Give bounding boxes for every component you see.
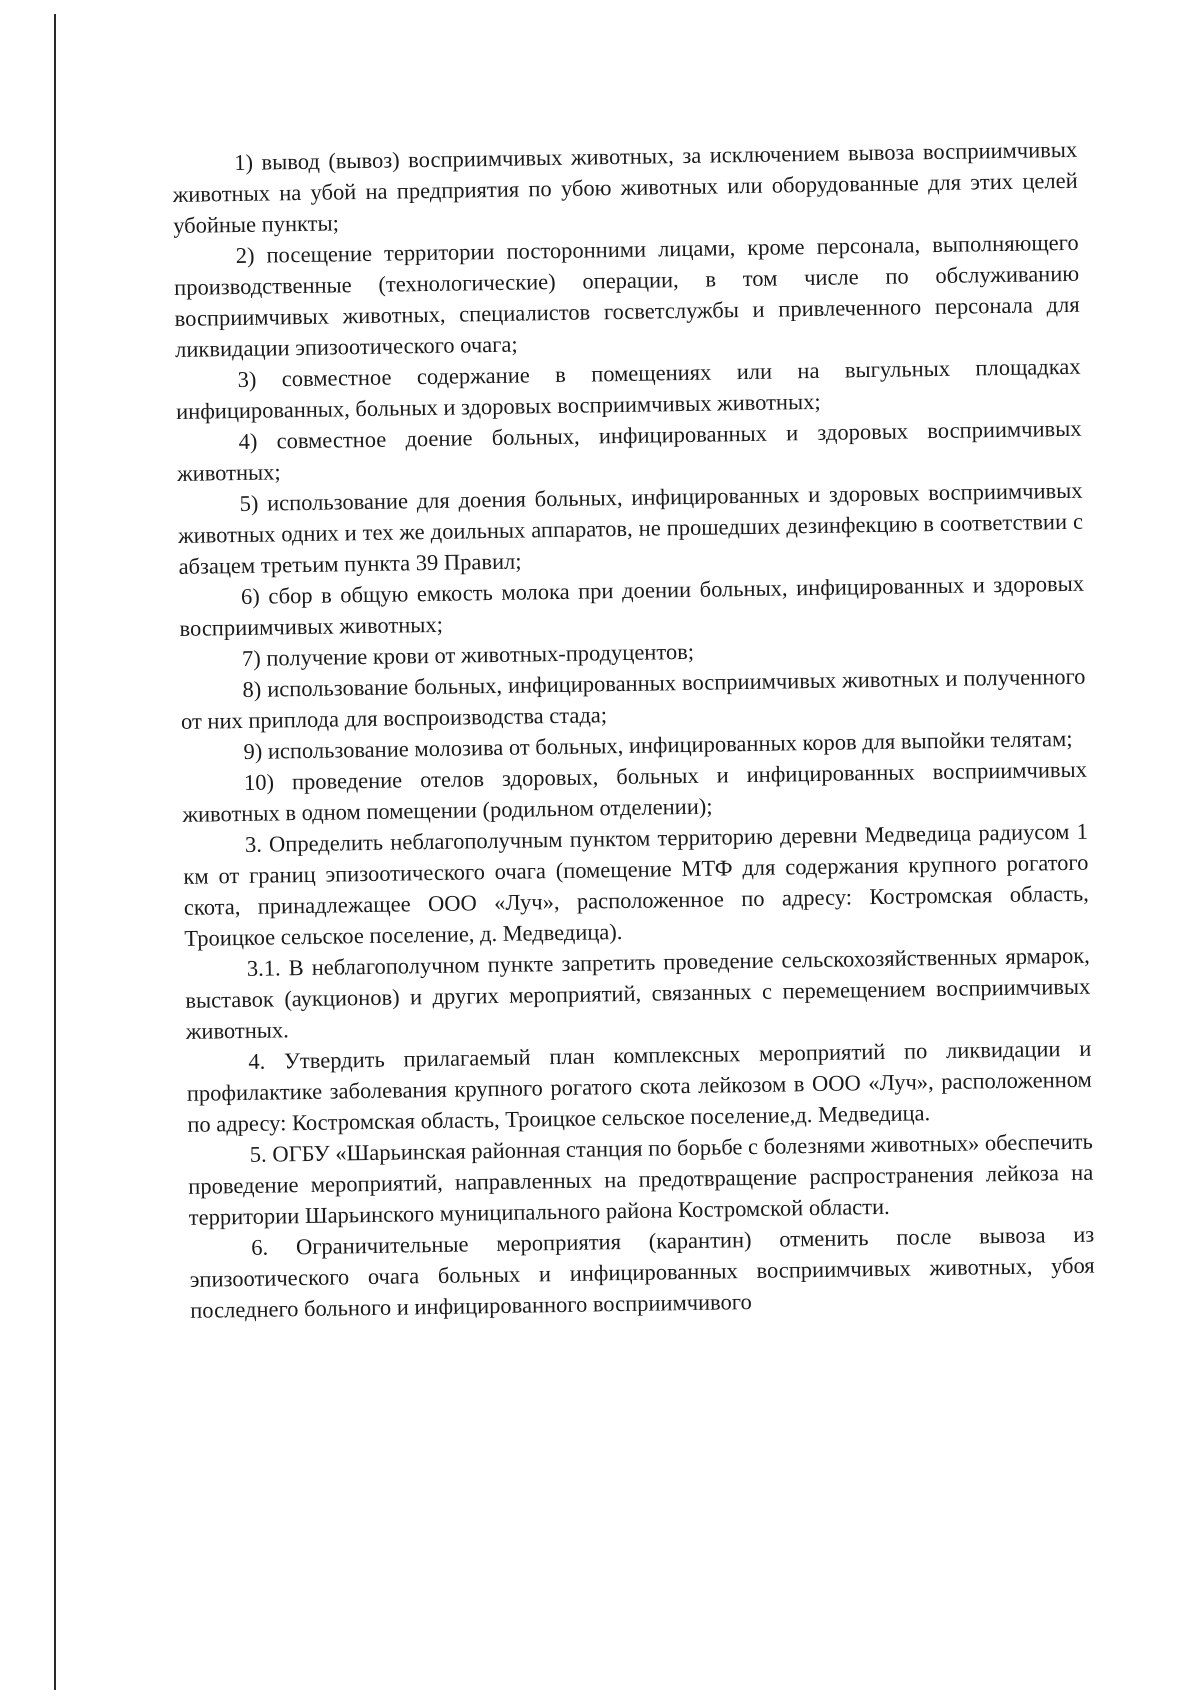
paragraph-item-4: 4) совместное доение больных, инфицированных и здоровых восприимчивых животных; — [176, 415, 1082, 486]
paragraph-section-3-1: 3.1. В неблагополучном пункте запретить проведение сельскохозяйственных ярмарок, выставок (аукционов) и других мероприятий, связанных с перемещением восприимчивых животных. — [185, 942, 1091, 1044]
binding-margin-line — [54, 14, 56, 1690]
paragraph-section-5: 5. ОГБУ «Шарьинская районная станция по борьбе с болезнями животных» обеспечить проведение мероприятий, направленных на предотвращение распространения лейкоза на территории Шарьинского муниципального района Костромской области. — [188, 1128, 1094, 1230]
paragraph-section-6: 6. Ограничительные мероприятия (карантин) отменить после вывоза из эпизоотического очага больных и инфицированных восприимчивых животных, убоя последнего больного и инфицированного восприимчивого — [189, 1221, 1095, 1323]
document-body — [172, 134, 1095, 1326]
paragraph-item-10: 10) проведение отелов здоровых, больных и инфицированных восприимчивых животных в одном помещении (родильном отделении); — [182, 756, 1088, 827]
paragraph-item-3: 3) совместное содержание в помещениях или на выгульных площадках инфицированных, больных и здоровых восприимчивых животных; — [175, 353, 1081, 424]
paragraph-item-2: 2) посещение территории посторонними лицами, кроме персонала, выполняющего производственные (технологические) операции, в том числе по обслуживанию восприимчивых животных, специалистов госветслужбы и привлеченного персонала для ликвидации эпизоотического очага; — [173, 229, 1080, 362]
paragraph-section-3: 3. Определить неблагополучным пунктом территорию деревни Медведица радиусом 1 км от границ эпизоотического очага (помещение МТФ для содержания крупного рогатого скота, принадлежащее ООО «Луч», расположенное по адресу: Костромская область, Троицкое сельское поселение, д. Медведица). — [183, 818, 1090, 951]
paragraph-item-6: 6) сбор в общую емкость молока при доении больных, инфицированных и здоровых восприимчивых животных; — [179, 570, 1085, 641]
paragraph-item-8: 8) использование больных, инфицированных восприимчивых животных и полученного от них приплода для воспроизводства стада; — [180, 663, 1086, 734]
paragraph-section-4: 4. Утвердить прилагаемый план комплексных мероприятий по ликвидации и профилактике заболевания крупного рогатого скота лейкозом в ООО «Луч», расположенном по адресу: Костромская область, Троицкое сельское поселение,д. Медведица. — [186, 1035, 1092, 1137]
paragraph-item-7: 7) получение крови от животных-продуцентов; — [241, 638, 695, 671]
paragraph-item-1: 1) вывод (вывоз) восприимчивых животных, за исключением вывоза восприимчивых животных на убой на предприятия по убою животных или оборудованные для этих целей убойные пункты; — [172, 136, 1078, 238]
paragraph-item-5: 5) использование для доения больных, инфицированных и здоровых восприимчивых животных одних и тех же доильных аппаратов, не прошедших дезинфекцию в соответствии с абзацем третьим пункта 39 Правил; — [177, 477, 1084, 579]
paragraph-item-9: 9) использование молозива от больных, инфицированных коров для выпойки телятам; — [243, 725, 1073, 764]
